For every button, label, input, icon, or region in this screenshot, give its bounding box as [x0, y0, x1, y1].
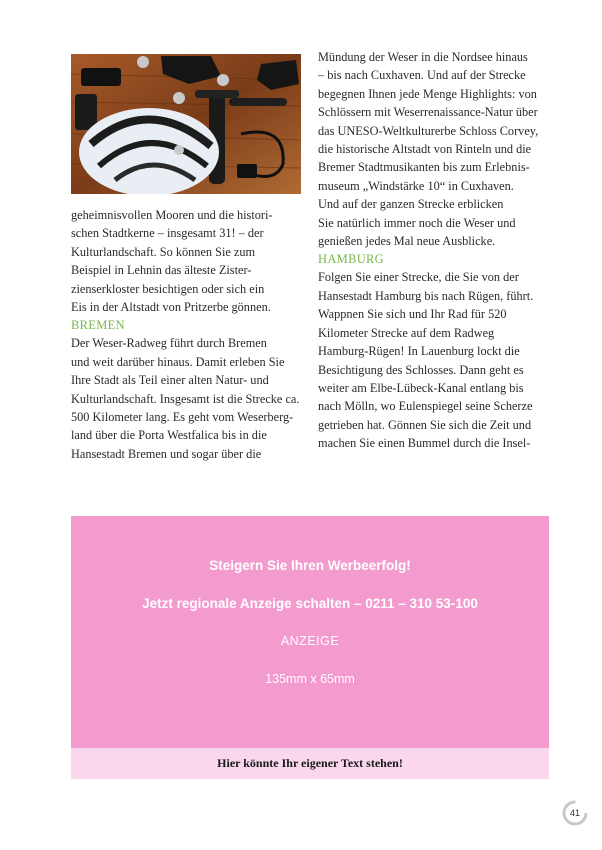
photo-illustration [71, 54, 301, 194]
ad-headline: Steigern Sie Ihren Werbeerfolg! [209, 558, 411, 573]
continuation-paragraph: Mündung der Weser in die Nordsee hinaus – bis nach Cuxhaven. Und auf der Strecke begegnen Ihnen jede Menge Highlights: von Schlössern mit Weserrenaissance-Natur über das UNESO-Weltkulturerbe Schloss Corvey, die historische Altstadt von Rinteln und die Bremer Stadtmusikanten bis zum Erlebnis- museum „Windstärke 10“ in Cuxhaven. Und auf der ganzen Strecke erblicken Sie natürlich immer noch die Weser und genießen jedes Mal neue Ausblicke. [318, 50, 539, 249]
ad-size: 135mm x 65mm [265, 672, 355, 686]
advertisement-box[interactable] [71, 516, 549, 748]
bremen-paragraph: Der Weser-Radweg führt durch Bremen und weit darüber hinaus. Damit erleben Sie Ihre Stadt als Teil einer alten Natur- und Kulturlandschaft. Insgesamt ist die Strecke ca. 500 Kilometer lang. Es geht vom Weserberg- land über die Porta Westfalica bis in die Hansestadt Bremen und sogar über die [71, 336, 300, 461]
page-number: 41 [569, 808, 580, 818]
right-column [318, 48, 548, 453]
left-column [71, 206, 301, 463]
ad-footer: Hier könnte Ihr eigener Text stehen! [71, 748, 549, 779]
intro-paragraph: geheimnisvollen Mooren und die histori- schen Stadtkerne – insgesamt 31! – der Kulturlandschaft. So können Sie zum Beispiel in Lehnin das älteste Zister- zienserkloster besichtigen oder sich ein Eis in der Altstadt von Pritzerbe gönnen. [71, 208, 273, 315]
hamburg-paragraph: Folgen Sie einer Strecke, die Sie von der Hansestadt Hamburg bis nach Rügen, führt. Wappnen Sie sich und Ihr Rad für 520 Kilometer Strecke auf dem Radweg Hamburg-Rügen! In Lauenburg lockt die Besichtigung des Schlosses. Dann geht es weiter am Elbe-Lübeck-Kanal entlang bis nach Mölln, wo Eulenspiegel seine Scherze getrieben hat. Gönnen Sie sich die Zeit und machen Sie einen Bummel durch die Insel- [318, 270, 534, 451]
bicycle-gear-photo [71, 54, 301, 194]
page-number-badge [560, 798, 590, 828]
ad-cta: Jetzt regionale Anzeige schalten – 0211 – 310 53-100 [142, 596, 478, 611]
ad-label: ANZEIGE [280, 634, 340, 648]
hamburg-heading: HAMBURG [318, 252, 384, 267]
bremen-heading: BREMEN [71, 318, 125, 333]
